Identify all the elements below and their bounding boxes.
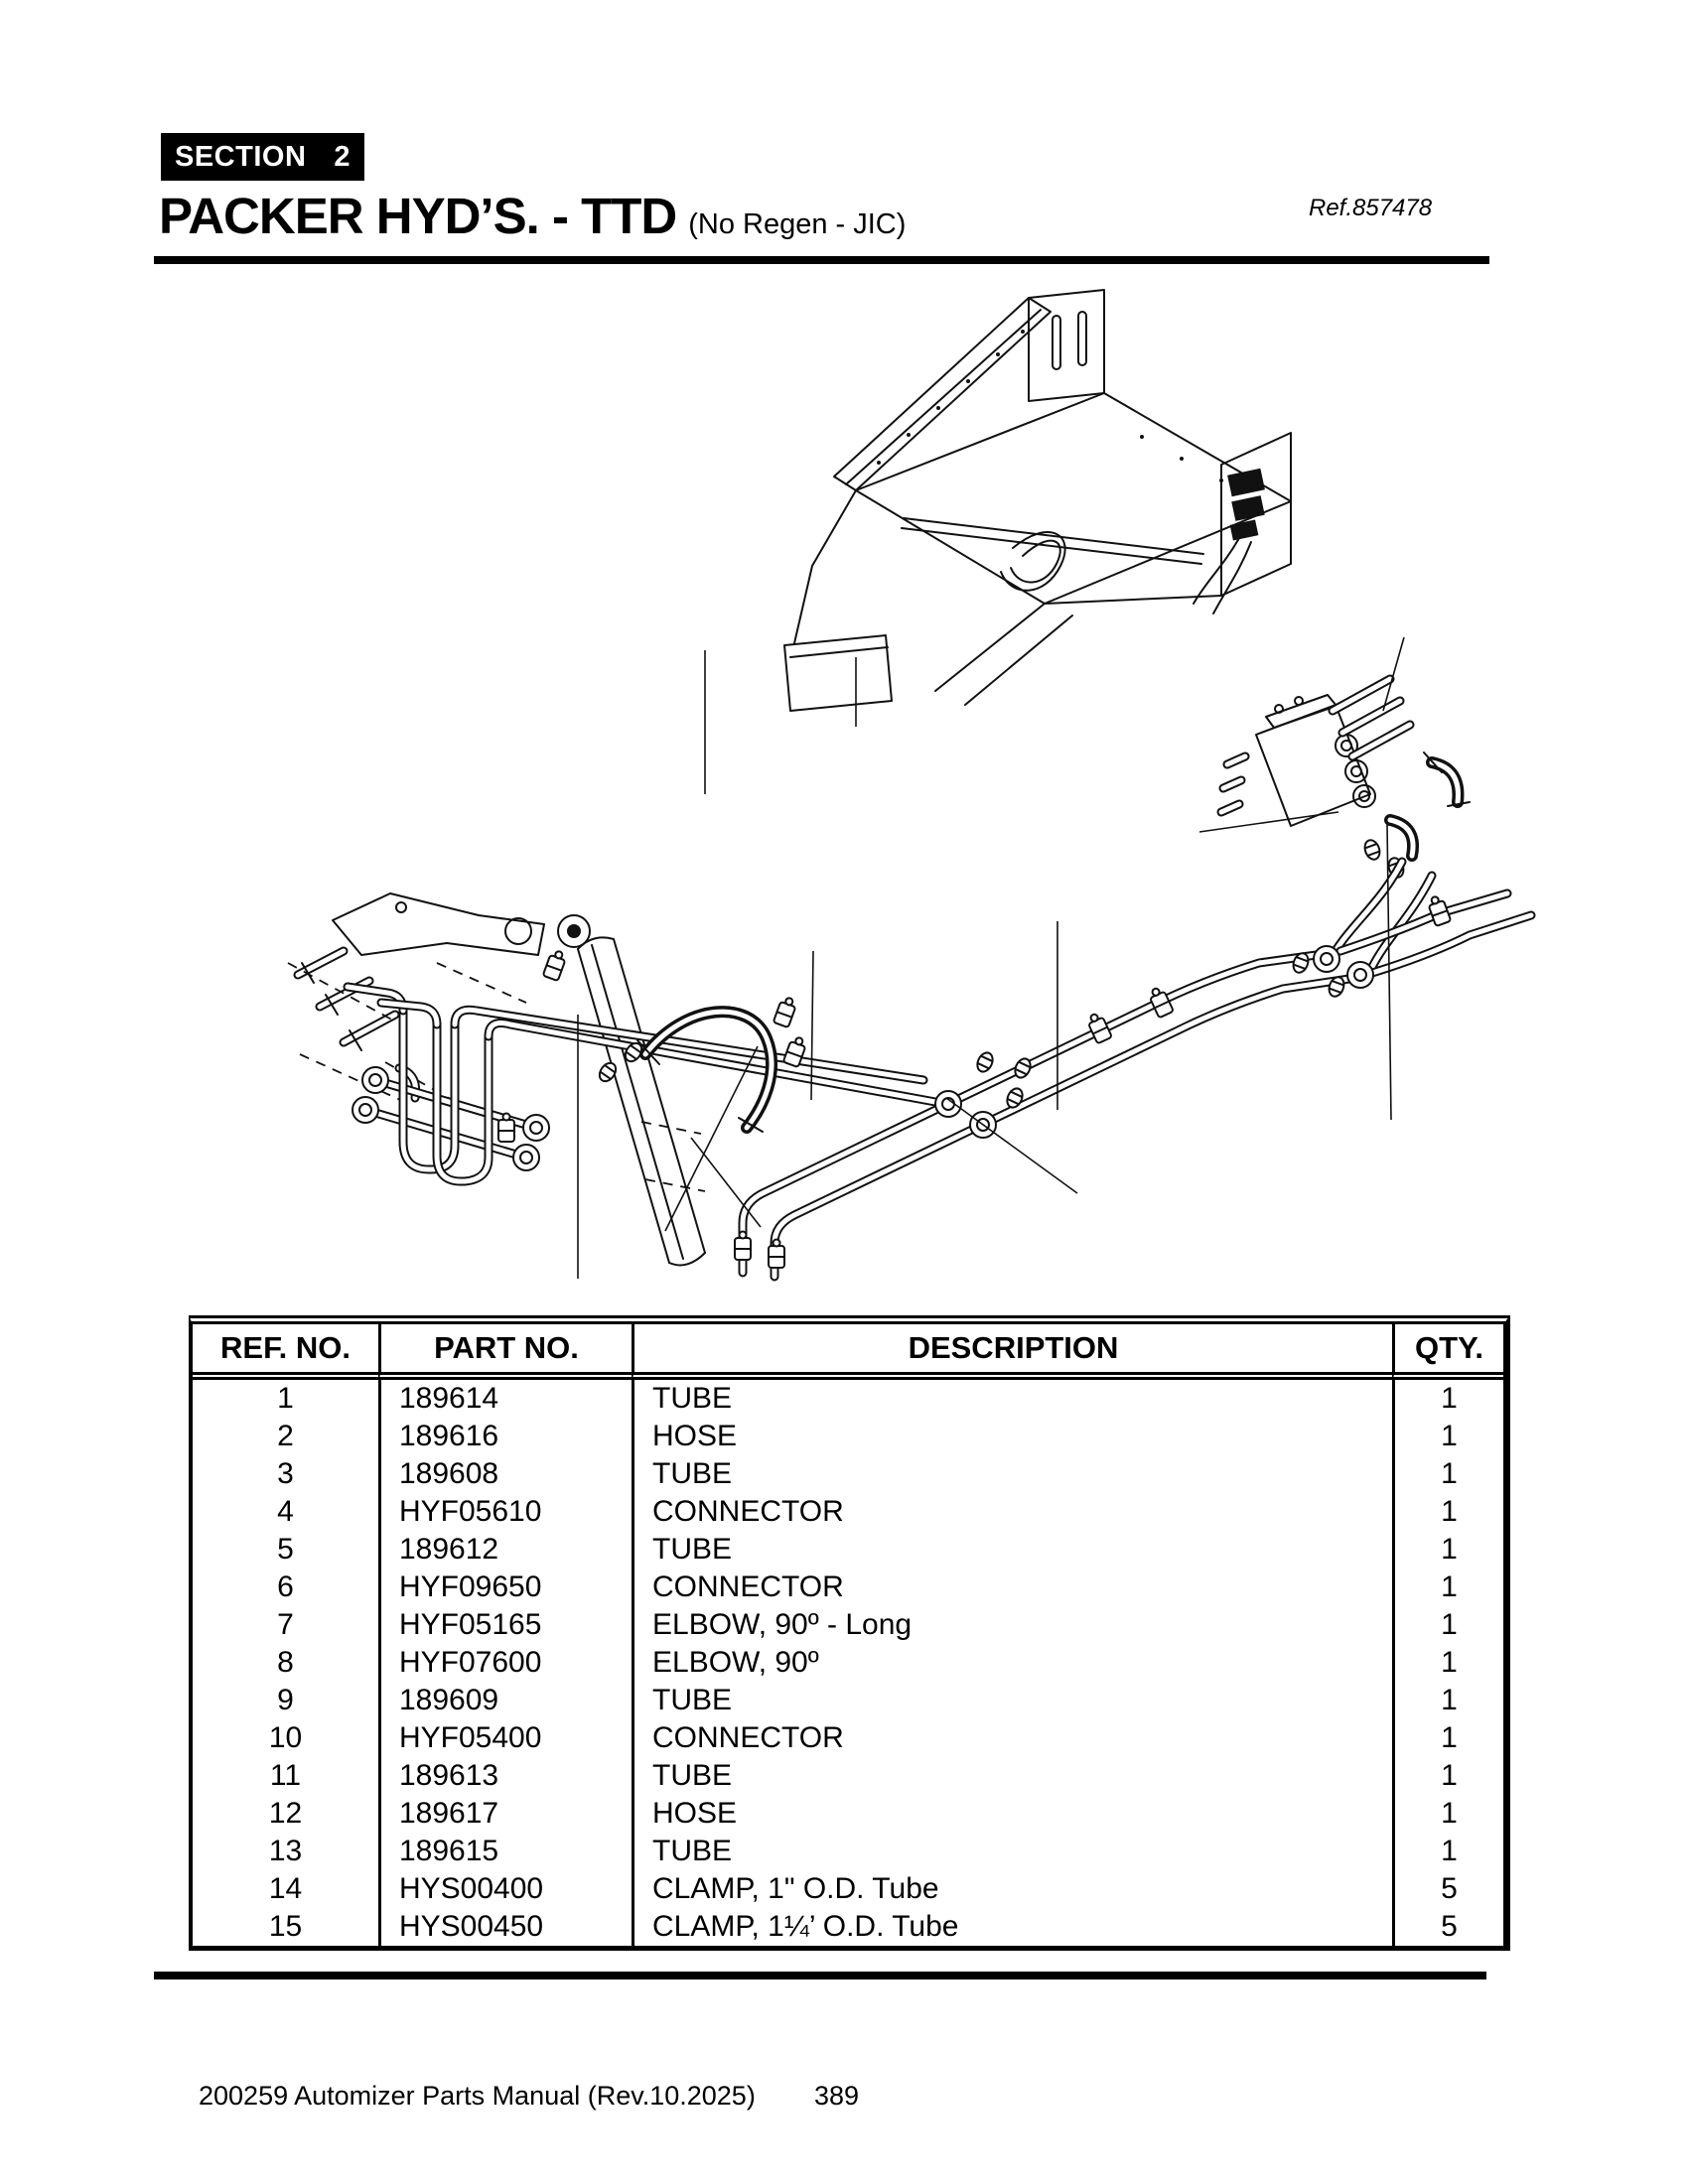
table-cell: TUBE	[632, 1757, 1392, 1795]
table-cell: 189613	[378, 1757, 632, 1795]
table-cell: 4	[277, 1495, 294, 1528]
table-row	[193, 1493, 1503, 1531]
truck-body-overview	[784, 290, 1291, 711]
parts-table	[189, 1315, 1510, 1951]
table-cell: 1	[1392, 1569, 1503, 1606]
table-cell: HYF05400	[378, 1719, 632, 1757]
table-cell: 1	[1392, 1682, 1503, 1719]
table-cell: 1	[277, 1382, 294, 1415]
table-cell: 189608	[378, 1455, 632, 1493]
section-number: 2	[334, 140, 352, 173]
table-cell: TUBE	[632, 1455, 1392, 1493]
table-cell: CLAMP, 1¼’ O.D. Tube	[632, 1908, 1392, 1946]
table-cell: HOSE	[632, 1795, 1392, 1833]
table-cell: TUBE	[632, 1682, 1392, 1719]
table-cell: 2	[277, 1420, 294, 1452]
table-row	[193, 1795, 1503, 1833]
table-row	[193, 1644, 1503, 1682]
table-row	[193, 1833, 1503, 1870]
table-cell: 189617	[378, 1795, 632, 1833]
parts-diagram	[149, 268, 1539, 1291]
table-cell: CONNECTOR	[632, 1493, 1392, 1531]
table-row	[193, 1455, 1503, 1493]
title-subtitle: (No Regen - JIC)	[688, 208, 907, 240]
column-header-description: DESCRIPTION	[632, 1324, 1392, 1380]
column-header-ref-no: REF. NO.	[193, 1324, 378, 1380]
table-cell: HYS00400	[378, 1870, 632, 1908]
table-cell: ELBOW, 90º	[632, 1644, 1392, 1682]
column-header-qty: QTY.	[1392, 1324, 1503, 1380]
table-cell: 1	[1392, 1531, 1503, 1569]
table-cell: HYS00450	[378, 1908, 632, 1946]
table-cell: CONNECTOR	[632, 1719, 1392, 1757]
table-row	[193, 1719, 1503, 1757]
table-cell: HYF05165	[378, 1606, 632, 1644]
table-cell: 3	[277, 1457, 294, 1490]
table-cell: 10	[268, 1721, 303, 1754]
table-cell: 1	[1392, 1719, 1503, 1757]
table-row	[193, 1870, 1503, 1908]
table-cell: 189612	[378, 1531, 632, 1569]
table-cell: TUBE	[632, 1380, 1392, 1418]
table-cell: 5	[1392, 1870, 1503, 1908]
table-cell: 8	[277, 1646, 294, 1679]
table-row	[193, 1380, 1503, 1418]
table-cell: 1	[1392, 1418, 1503, 1455]
table-cell: 1	[1392, 1380, 1503, 1418]
footer-manual-title: 200259 Automizer Parts Manual (Rev.10.2025)	[199, 2081, 756, 2111]
table-cell: 1	[1392, 1757, 1503, 1795]
title-text: PACKER HYD’S. - TTD	[159, 188, 677, 244]
table-cell: 5	[277, 1533, 294, 1566]
table-cell: 1	[1392, 1606, 1503, 1644]
section-badge	[161, 133, 364, 181]
table-cell: ELBOW, 90º - Long	[632, 1606, 1392, 1644]
table-cell: 13	[268, 1835, 303, 1867]
table-cell: 7	[277, 1608, 294, 1641]
column-header-part-no: PART NO.	[378, 1324, 632, 1380]
table-row	[193, 1418, 1503, 1455]
section-label: SECTION	[175, 140, 307, 173]
table-cell: 12	[268, 1797, 303, 1830]
table-cell: TUBE	[632, 1531, 1392, 1569]
table-cell: CONNECTOR	[632, 1569, 1392, 1606]
table-row	[193, 1757, 1503, 1795]
table-cell: TUBE	[632, 1833, 1392, 1870]
table-cell: HYF05610	[378, 1493, 632, 1531]
table-row	[193, 1531, 1503, 1569]
table-cell: 6	[277, 1570, 294, 1603]
table-cell: 189616	[378, 1418, 632, 1455]
hydraulic-tubes-assembly	[288, 893, 1531, 1277]
table-row	[193, 1908, 1503, 1946]
table-cell: 1	[1392, 1493, 1503, 1531]
table-row	[193, 1606, 1503, 1644]
table-cell: 189609	[378, 1682, 632, 1719]
table-row	[193, 1682, 1503, 1719]
table-cell: HYF07600	[378, 1644, 632, 1682]
table-cell: 1	[1392, 1833, 1503, 1870]
table-cell: 11	[269, 1759, 302, 1792]
reference-number: Ref.857478	[1309, 195, 1433, 221]
table-cell: 14	[268, 1872, 303, 1905]
footer-page-number: 389	[814, 2081, 860, 2111]
table-cell: 189615	[378, 1833, 632, 1870]
table-cell: 1	[1392, 1644, 1503, 1682]
table-cell: 5	[1392, 1908, 1503, 1946]
header-rule	[154, 256, 1489, 264]
table-cell: 189614	[378, 1380, 632, 1418]
table-cell: HYF09650	[378, 1569, 632, 1606]
table-cell: 9	[277, 1684, 294, 1716]
table-cell: 1	[1392, 1795, 1503, 1833]
table-cell: HOSE	[632, 1418, 1392, 1455]
page-title	[159, 187, 906, 254]
table-cell: 15	[268, 1910, 303, 1943]
table-cell: 1	[1392, 1455, 1503, 1493]
footer-rule	[154, 1972, 1486, 1979]
table-header-row	[193, 1324, 1503, 1380]
table-row	[193, 1569, 1503, 1606]
table-cell: CLAMP, 1" O.D. Tube	[632, 1870, 1392, 1908]
